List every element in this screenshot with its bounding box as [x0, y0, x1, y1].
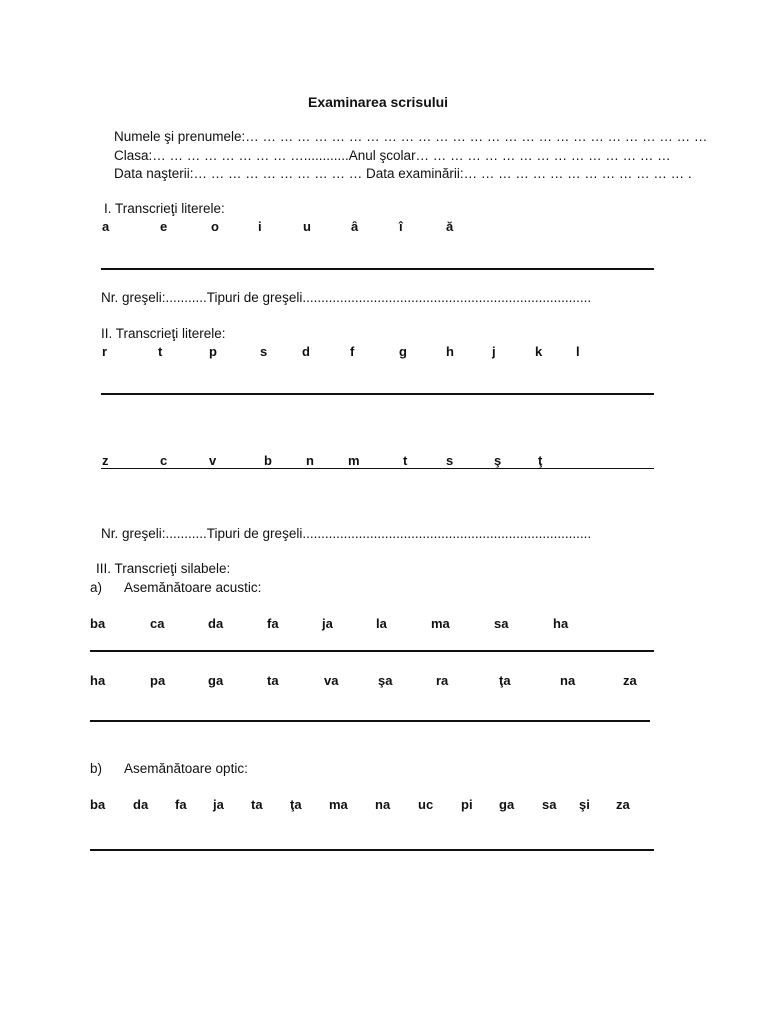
syllable-item: ha: [90, 673, 106, 688]
letter-item: s: [446, 453, 454, 468]
syllable-item: ra: [436, 673, 449, 688]
syllable-item: na: [560, 673, 576, 688]
writing-line: [90, 849, 654, 851]
syllable-item: fa: [267, 616, 279, 631]
subsection-b-title: Asemănătoare optic:: [124, 761, 248, 776]
syllable-item: la: [376, 616, 387, 631]
section1-heading: I. Transcrieţi literele:: [104, 201, 225, 216]
letter-item: z: [102, 453, 109, 468]
writing-line: [90, 650, 654, 652]
letter-item: a: [102, 219, 110, 234]
letter-item: p: [209, 344, 217, 359]
letter-item: u: [303, 219, 311, 234]
syllable-item: va: [324, 673, 339, 688]
letter-item: c: [160, 453, 168, 468]
letter-item: r: [102, 344, 108, 359]
syllable-item: pi: [461, 797, 473, 812]
syllable-item: da: [208, 616, 224, 631]
syllable-item: ha: [553, 616, 569, 631]
section2-errors: Nr. greşeli:...........Tipuri de greşeli.............................................................................: [101, 526, 592, 541]
syllable-item: ba: [90, 797, 106, 812]
name-field-line: Numele şi prenumele:… … … … … … … … … … … … … … … … … … … … … … … … … … …: [114, 129, 708, 144]
syllable-item: na: [375, 797, 391, 812]
syllable-item: da: [133, 797, 149, 812]
letter-item: f: [350, 344, 355, 359]
syllable-item: şi: [579, 797, 590, 812]
syllable-item: sa: [494, 616, 509, 631]
letter-item: t: [158, 344, 163, 359]
syllable-item: ta: [267, 673, 279, 688]
letter-item: d: [302, 344, 310, 359]
letter-item: t: [403, 453, 408, 468]
letter-item: j: [492, 344, 496, 359]
letter-item: â: [351, 219, 359, 234]
syllable-item: pa: [150, 673, 166, 688]
syllable-item: fa: [175, 797, 187, 812]
writing-line: [90, 720, 650, 722]
syllable-item: za: [616, 797, 630, 812]
section2-heading: II. Transcrieţi literele:: [101, 326, 226, 341]
subsection-b-label: b): [90, 761, 103, 776]
letter-item: ş: [494, 453, 502, 468]
syllable-item: sa: [542, 797, 557, 812]
dates-field-line: Data naşterii:… … … … … … … … … … Data examinării:… … … … … … … … … … … … … .: [114, 166, 692, 181]
letter-item: î: [399, 219, 403, 234]
letter-item: e: [160, 219, 168, 234]
letter-item: k: [535, 344, 543, 359]
letter-item: s: [260, 344, 268, 359]
letter-item: ă: [446, 219, 454, 234]
syllable-item: ga: [208, 673, 224, 688]
syllable-item: ma: [329, 797, 348, 812]
syllable-item: ma: [431, 616, 450, 631]
syllable-item: ţa: [290, 797, 302, 812]
syllable-item: ba: [90, 616, 106, 631]
section3-heading: III. Transcrieţi silabele:: [96, 561, 231, 576]
letter-item: b: [264, 453, 272, 468]
syllable-item: ca: [150, 616, 165, 631]
writing-line: [101, 468, 654, 469]
letter-item: o: [211, 219, 219, 234]
letter-item: m: [348, 453, 360, 468]
syllable-item: ga: [499, 797, 515, 812]
letter-item: g: [399, 344, 407, 359]
writing-line: [101, 268, 654, 270]
letter-item: i: [258, 219, 262, 234]
writing-line: [101, 393, 654, 395]
syllable-item: şa: [378, 673, 393, 688]
letter-item: n: [306, 453, 314, 468]
subsection-a-title: Asemănătoare acustic:: [124, 580, 262, 595]
syllable-item: za: [623, 673, 637, 688]
letter-item: h: [446, 344, 454, 359]
letter-item: l: [576, 344, 580, 359]
letter-item: ţ: [538, 453, 543, 468]
syllable-item: uc: [418, 797, 434, 812]
subsection-a-label: a): [90, 580, 103, 595]
letter-item: v: [209, 453, 217, 468]
syllable-item: ta: [251, 797, 263, 812]
syllable-item: ja: [213, 797, 224, 812]
syllable-item: ja: [322, 616, 333, 631]
class-year-field-line: Clasa:… … … … … … … … …............Anul şcolar… … … … … … … … … … … … … … …: [114, 148, 671, 163]
syllable-item: ţa: [499, 673, 511, 688]
page-title: Examinarea scrisului: [308, 94, 449, 110]
section1-errors: Nr. greşeli:...........Tipuri de greşeli.............................................................................: [101, 290, 592, 305]
